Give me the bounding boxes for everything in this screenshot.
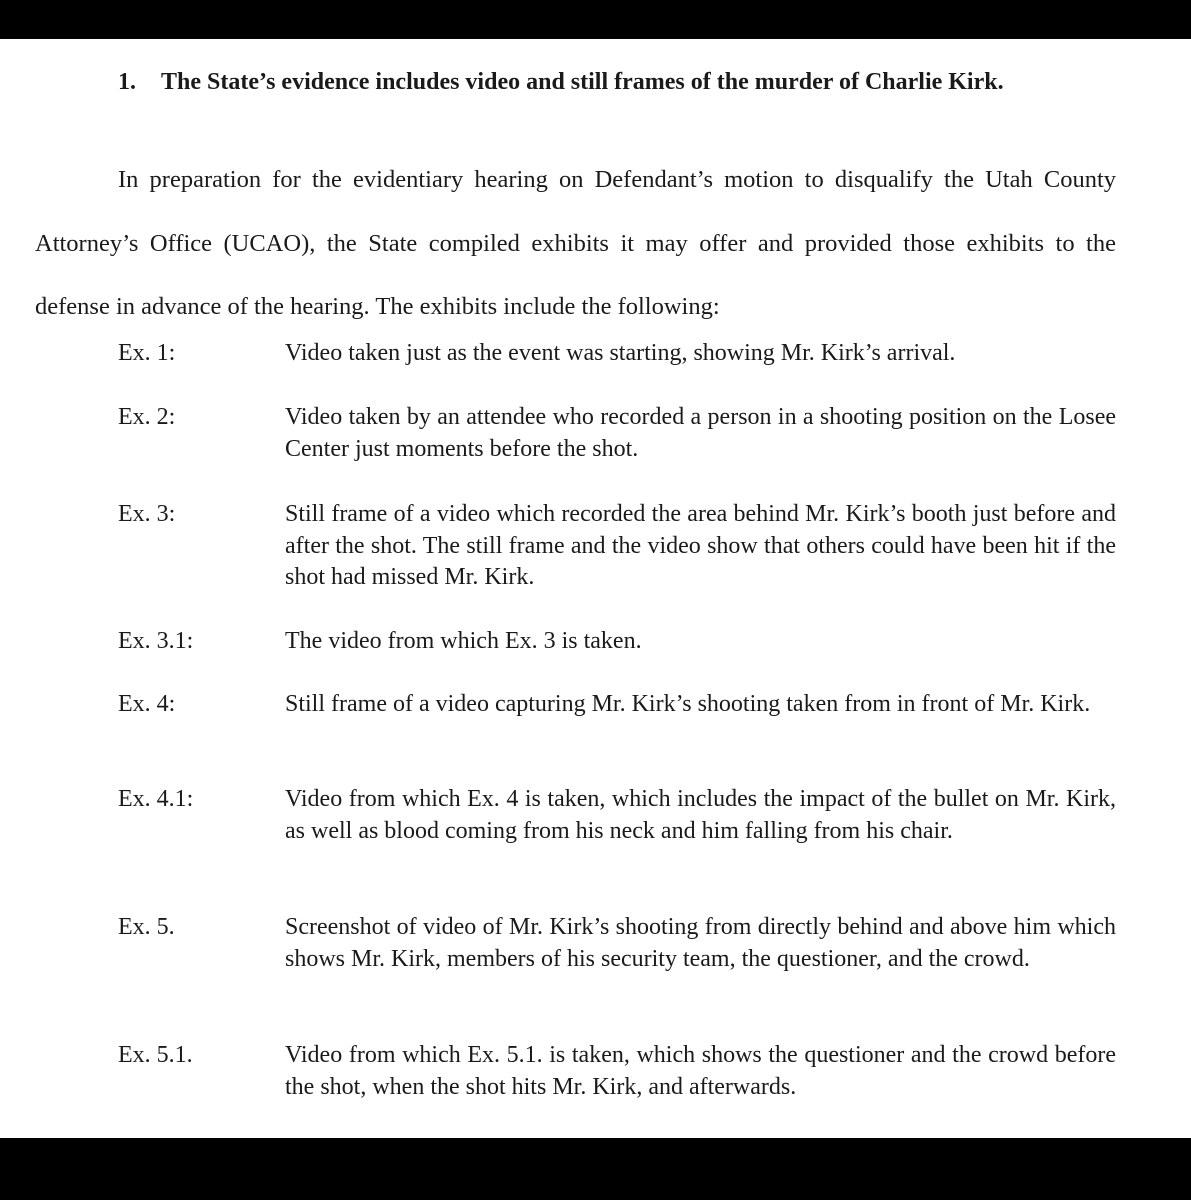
exhibit-description: Video from which Ex. 4 is taken, which includes the impact of the bullet on Mr. Kirk, as well as blood coming from his neck and him falling from his chair.	[285, 786, 1116, 844]
section-number: 1.	[118, 69, 136, 95]
exhibit-label: Ex. 3.1:	[118, 628, 194, 654]
exhibit-description: Video taken by an attendee who recorded a person in a shooting position on the Losee Center just moments before the shot.	[285, 404, 1116, 462]
exhibit-label: Ex. 4:	[118, 691, 176, 717]
exhibit-description: Video taken just as the event was starting, showing Mr. Kirk’s arrival.	[285, 340, 956, 366]
exhibit-description: Video from which Ex. 5.1. is taken, which shows the questioner and the crowd before the shot, when the shot hits Mr. Kirk, and afterwards.	[285, 1042, 1116, 1100]
section-title: The State’s evidence includes video and still frames of the murder of Charlie Kirk.	[161, 69, 1004, 95]
exhibit-label: Ex. 5.1.	[118, 1042, 193, 1068]
document-page	[0, 39, 1191, 1138]
exhibit-label: Ex. 4.1:	[118, 786, 194, 812]
exhibit-description: The video from which Ex. 3 is taken.	[285, 628, 642, 654]
exhibit-label: Ex. 1:	[118, 340, 176, 366]
section-heading	[118, 66, 1128, 98]
exhibit-description: Screenshot of video of Mr. Kirk’s shooting from directly behind and above him which shows Mr. Kirk, members of his security team, the questioner, and the crowd.	[285, 914, 1116, 972]
exhibit-description: Still frame of a video capturing Mr. Kirk’s shooting taken from in front of Mr. Kirk.	[285, 691, 1091, 717]
exhibit-description: Still frame of a video which recorded the area behind Mr. Kirk’s booth just before and after the shot. The still frame and the video show that others could have been hit if the shot had missed Mr. Kirk.	[285, 501, 1116, 590]
exhibit-label: Ex. 5.	[118, 914, 175, 940]
exhibit-label: Ex. 3:	[118, 501, 176, 527]
intro-paragraph: In preparation for the evidentiary hearing on Defendant’s motion to disqualify the Utah County Attorney’s Office (UCAO), the State compiled exhibits it may offer and provided those exhibits to the defense in advance of the hearing. The exhibits include the following:	[35, 166, 1116, 320]
exhibit-label: Ex. 2:	[118, 404, 176, 430]
